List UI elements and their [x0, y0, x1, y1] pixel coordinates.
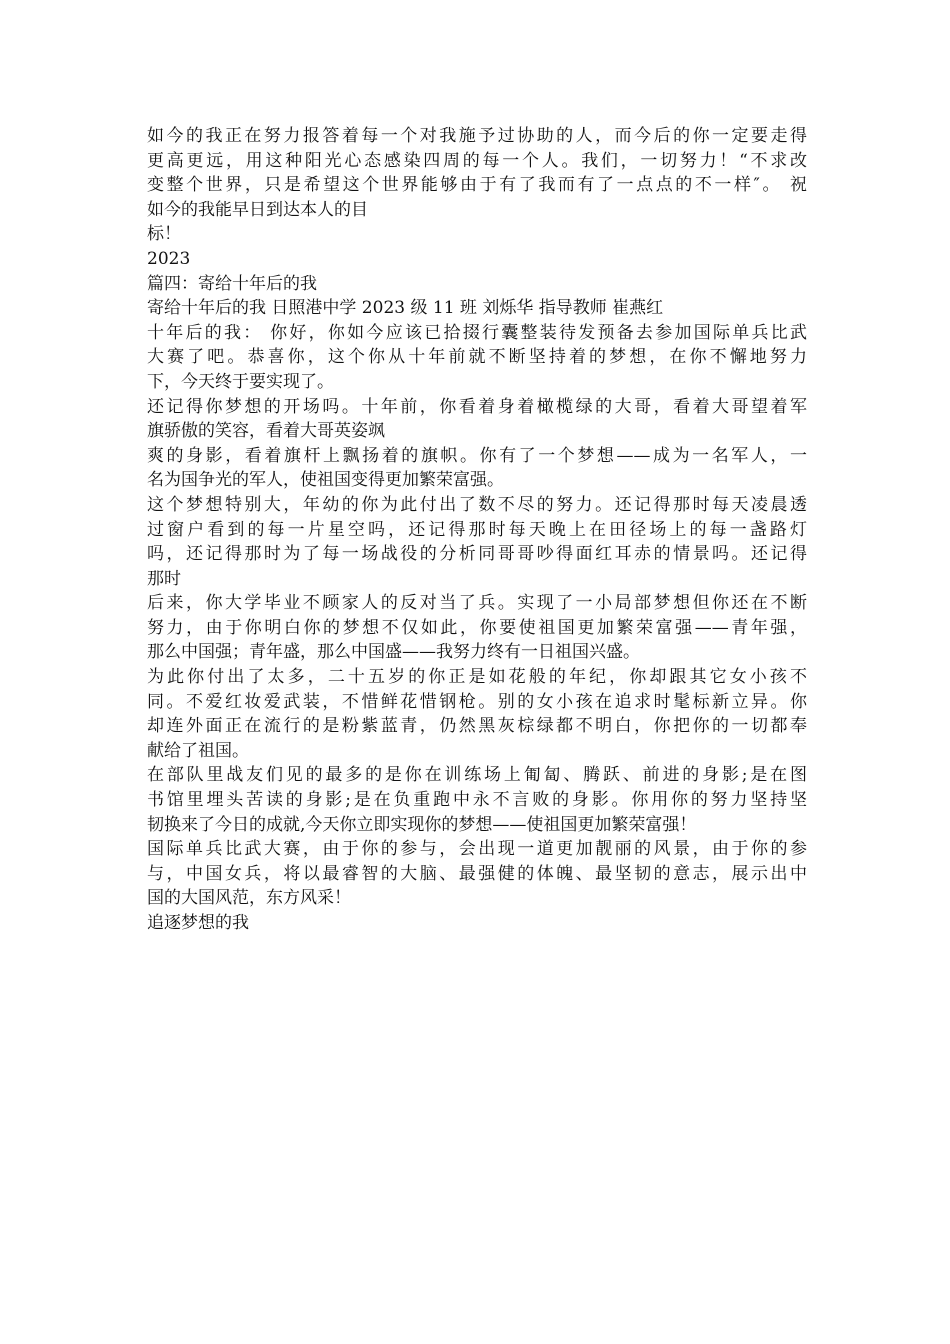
text-line: 追逐梦想的我 — [147, 913, 249, 933]
text-line: 下，今天终于要实现了。 — [147, 371, 334, 392]
text-line: 更高更远，用这种阳光心态感染四周的每一个人。我们，一切努力！“不求改 — [147, 150, 807, 171]
text-line: 为此你付出了太多，二十五岁的你正是如花般的年纪，你却跟其它女小孩不 — [147, 667, 807, 688]
text-line: 那时 — [147, 568, 181, 589]
text-line: 努力，由于你明白你的梦想不仅如此，你要使祖国更加繁荣富强——青年强， — [147, 617, 807, 638]
text-line: 过窗户看到的每一片星空吗，还记得那时每天晚上在田径场上的每一盏路灯 — [147, 519, 807, 540]
text-line: 如今的我能早日到达本人的目 — [147, 199, 368, 220]
text-line: 同。不爱红妆爱武装，不惜鲜花惜钢枪。别的女小孩在追求时髦标新立异。你 — [147, 691, 807, 712]
text-line: 国际单兵比武大赛，由于你的参与，会出现一道更加靓丽的风景，由于你的参 — [147, 839, 807, 860]
text-line: 却连外面正在流行的是粉紫蓝青，仍然黑灰棕绿都不明白，你把你的一切都奉 — [147, 716, 807, 737]
text-line: 吗，还记得那时为了每一场战役的分析同哥哥吵得面红耳赤的情景吗。还记得 — [147, 544, 807, 565]
text-line: 旗骄傲的笑容，看着大哥英姿飒 — [147, 421, 385, 442]
text-line: 如今的我正在努力报答着每一个对我施予过协助的人，而今后的你一定要走得 — [147, 126, 807, 146]
article-byline: 寄给十年后的我 日照港中学 2023 级 11 班 刘烁华 指导教师 崔燕红 — [147, 298, 664, 319]
text-line: 与，中国女兵，将以最睿智的大脑、最强健的体魄、最坚韧的意志，展示出中 — [147, 863, 807, 884]
text-line: 变整个世界，只是希望这个世界能够由于有了我而有了一点点的不一样″。 祝 — [147, 175, 807, 196]
text-line: 标！ — [147, 224, 181, 245]
text-line: 十年后的我： 你好，你如今应该已拾掇行囊整装待发预备去参加国际单兵比武 — [147, 322, 807, 343]
document-page — [147, 124, 807, 936]
text-line: 那么中国强；青年盛，那么中国盛——我努力终有一日祖国兴盛。 — [147, 642, 640, 663]
text-line: 书馆里埋头苦读的身影;是在负重跑中永不言败的身影。你用你的努力坚持坚 — [147, 790, 807, 811]
text-line: 名为国争光的军人，使祖国变得更加繁荣富强。 — [147, 470, 504, 491]
text-line: 还记得你梦想的开场吗。十年前，你看着身着橄榄绿的大哥，看着大哥望着军 — [147, 396, 807, 417]
text-line: 献给了祖国。 — [147, 740, 249, 761]
text-line: 后来，你大学毕业不顾家人的反对当了兵。实现了一小局部梦想但你还在不断 — [147, 593, 807, 614]
text-line: 国的大国风范，东方风采！ — [147, 888, 351, 909]
text-line: 这个梦想特别大，年幼的你为此付出了数不尽的努力。还记得那时每天凌晨透 — [147, 494, 807, 515]
year-line: 2023 — [147, 248, 191, 269]
text-line: 爽的身影，看着旗杆上飘扬着的旗帜。你有了一个梦想——成为一名军人，一 — [147, 445, 807, 466]
text-line: 韧换来了今日的成就,今天你立即实现你的梦想——使祖国更加繁荣富强！ — [147, 814, 697, 835]
text-line: 大赛了吧。恭喜你，这个你从十年前就不断坚持着的梦想，在你不懈地努力 — [147, 347, 807, 368]
section-heading: 篇四：寄给十年后的我 — [147, 273, 317, 294]
text-line: 在部队里战友们见的最多的是你在训练场上匍匐、腾跃、前进的身影;是在图 — [147, 765, 807, 786]
